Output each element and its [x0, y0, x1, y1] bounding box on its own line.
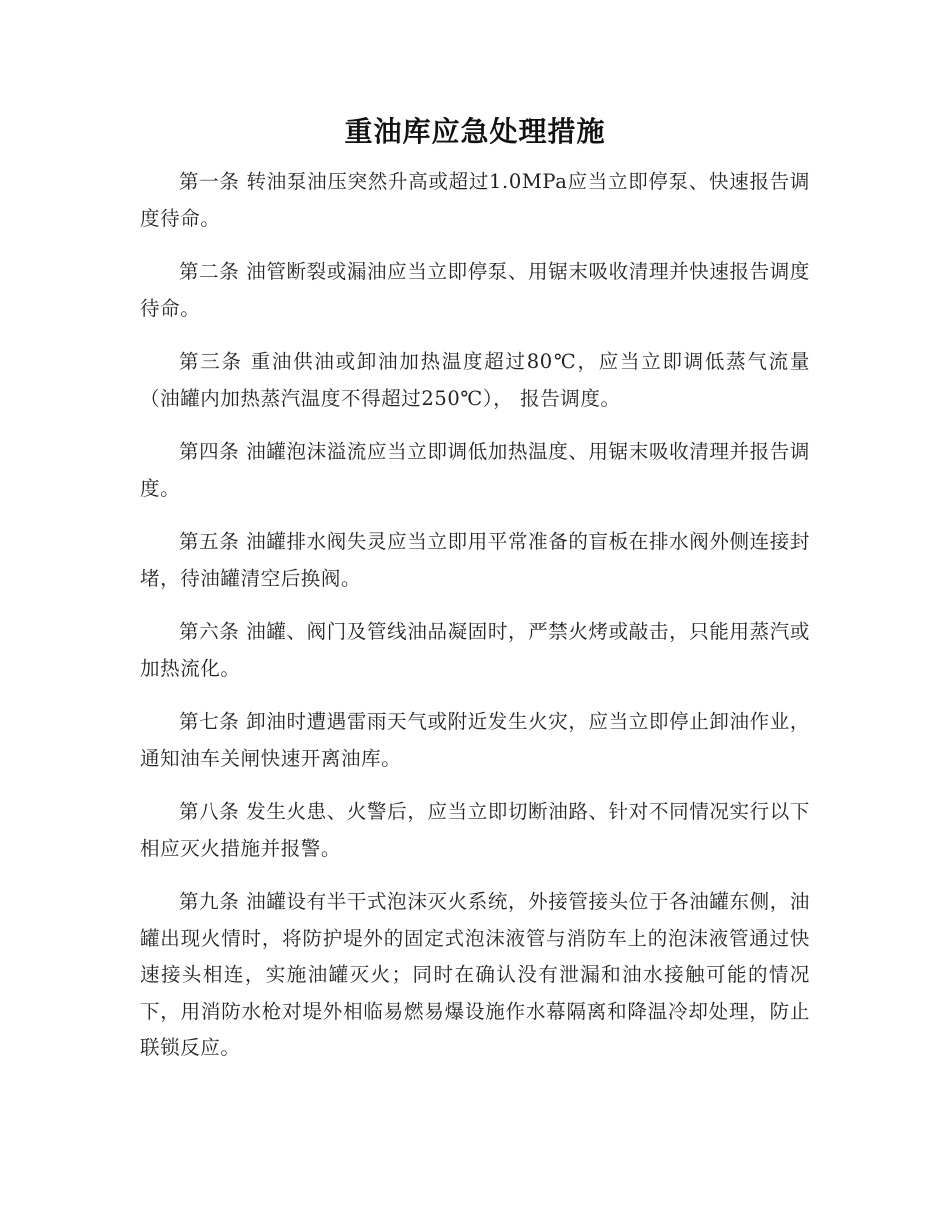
article-7: 第七条 卸油时遭遇雷雨天气或附近发生火灾，应当立即停止卸油作业，通知油车关闸快速开离油库。: [140, 710, 810, 770]
article-9: 第九条 油罐设有半干式泡沫灭火系统，外接管接头位于各油罐东侧，油罐出现火情时，将防护堤外的固定式泡沫液管与消防车上的泡沫液管通过快速接头相连，实施油罐灭火；同时在确认没有泄漏和油水接触可能的情况下，用消防水枪对堤外相临易燃易爆设施作水幕隔离和降温冷却处理，防止联锁反应。: [140, 890, 810, 1059]
article-3: 第三条 重油供油或卸油加热温度超过80℃，应当立即调低蒸气流量（油罐内加热蒸汽温度不得超过250℃）， 报告调度。: [140, 350, 810, 410]
document-title: 重油库应急处理措施: [344, 115, 606, 148]
article-2: 第二条 油管断裂或漏油应当立即停泵、用锯末吸收清理并快速报告调度待命。: [140, 260, 810, 320]
article-8: 第八条 发生火患、火警后，应当立即切断油路、针对不同情况实行以下相应灭火措施并报警。: [140, 800, 810, 860]
article-6: 第六条 油罐、阀门及管线油品凝固时，严禁火烤或敲击，只能用蒸汽或加热流化。: [140, 620, 810, 680]
article-5: 第五条 油罐排水阀失灵应当立即用平常准备的盲板在排水阀外侧连接封堵，待油罐清空后换阀。: [140, 530, 810, 590]
article-4: 第四条 油罐泡沫溢流应当立即调低加热温度、用锯末吸收清理并报告调度。: [140, 440, 810, 500]
document-body: [140, 164, 810, 1084]
article-1: 第一条 转油泵油压突然升高或超过1.0MPa应当立即停泵、快速报告调度待命。: [140, 170, 810, 230]
